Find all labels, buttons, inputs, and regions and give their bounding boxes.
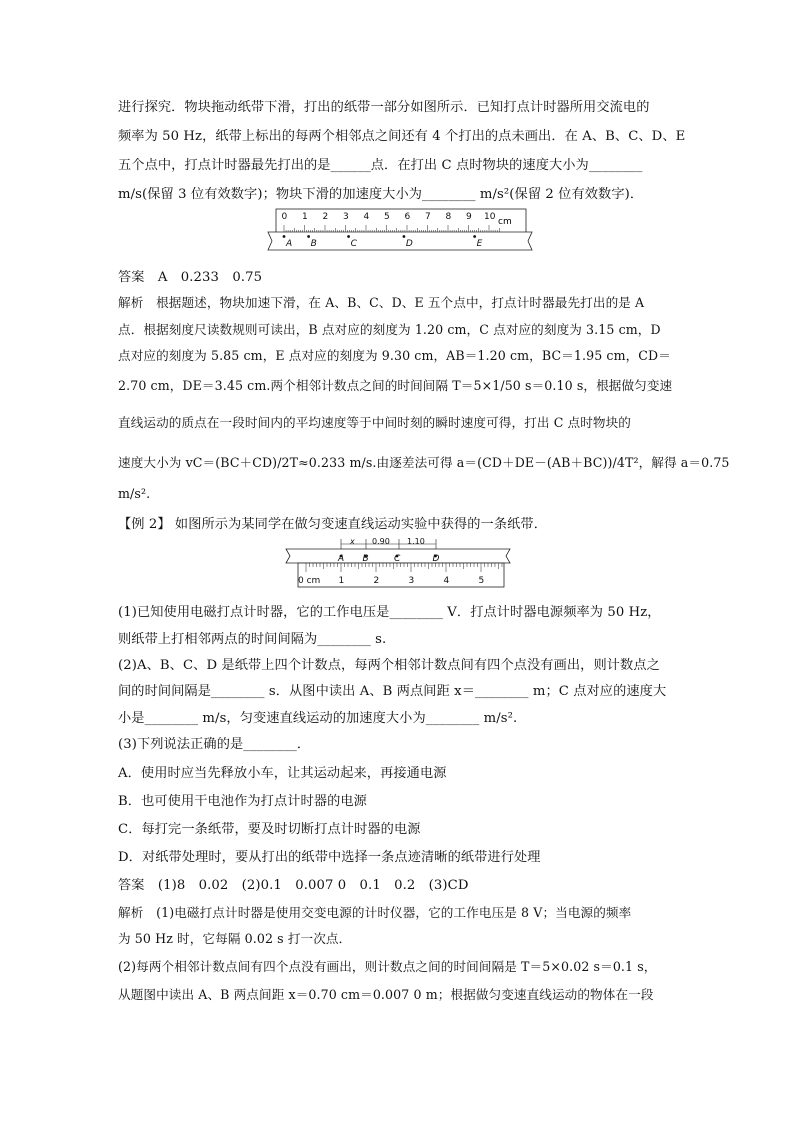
ruler-1-label: 10: [484, 212, 496, 222]
example-2-heading: 【例 2】 如图所示为某同学在做匀变速直线运动实验中获得的一条纸带．: [118, 517, 547, 532]
ruler-1-label: 6: [404, 212, 411, 222]
problem-line-4: m/s(保留 3 位有效数字)；物块下滑的加速度大小为________ m/s²(保留 2 位有效数字)．: [118, 187, 644, 202]
ruler-2-label: 1: [338, 576, 345, 586]
tape-figure-1: [262, 206, 537, 252]
dim-1-10-label: 1.10: [407, 537, 425, 546]
answer-1: 答案 A 0.233 0.75: [118, 270, 263, 285]
ruler-1-label: 1: [302, 212, 308, 222]
option-d: D．对纸带处理时，要从打出的纸带中选择一条点迹清晰的纸带进行处理: [118, 850, 541, 865]
ruler-2-label: 2: [373, 576, 380, 586]
tape-1-point-label: A: [286, 239, 293, 249]
answer-2: 答案 (1)8 0.02 (2)0.1 0.007 0 0.1 0.2 (3)CD: [118, 878, 469, 893]
option-b: B．也可使用干电池作为打点计时器的电源: [118, 794, 367, 809]
problem-line-1: 进行探究．物块拖动纸带下滑，打出的纸带一部分如图所示．已知打点计时器所用交流电的: [118, 100, 650, 115]
tape-1-dot: [307, 235, 310, 238]
tape-figure-2: [282, 535, 514, 591]
paper-tape-1: [268, 232, 532, 250]
problem-line-3: 五个点中，打点计时器最先打出的是______点．在打出 C 点时物块的速度大小为________: [118, 158, 643, 173]
ruler-1-unit: cm: [498, 217, 512, 227]
ruler-2-label: 3: [408, 576, 415, 586]
ruler-1-label: 7: [425, 212, 431, 222]
tape-1-point-label: E: [476, 239, 483, 249]
tape-1-point-label: B: [310, 239, 317, 249]
analysis-2-line-2: 为 50 Hz 时，它每隔 0.02 s 打一次点．: [118, 931, 352, 946]
ruler-1-label: 2: [322, 212, 329, 222]
ruler-2-label: 0 cm: [298, 576, 321, 586]
option-a: A．使用时应当先释放小车，让其运动起来，再接通电源: [118, 766, 447, 781]
analysis-2-line-1: 解析 (1)电磁打点计时器是使用交变电源的计时仪器，它的工作电压是 8 V；当电源的频率: [118, 905, 632, 920]
tape-2-point-label: B: [362, 554, 369, 564]
ruler-1-label: 5: [384, 212, 390, 222]
tape-2-point-label: A: [338, 554, 345, 564]
ruler-1-label: 3: [343, 212, 349, 222]
tape-1-dot: [473, 235, 476, 238]
analysis-1-line-3: 点对应的刻度为 5.85 cm，E 点对应的刻度为 9.30 cm，AB＝1.20 cm，BC＝1.95 cm，CD＝: [118, 348, 671, 363]
tape-1-dot: [347, 235, 350, 238]
analysis-2-line-3: (2)每两个相邻计数点间有四个点没有画出，则计数点之间的时间间隔是 T＝5×0.02 s＝0.1 s，: [118, 959, 657, 974]
tape-1-point-label: D: [405, 239, 413, 249]
analysis-1-line-4: 2.70 cm，DE＝3.45 cm.两个相邻计数点之间的时间间隔 T＝5×1/50 s＝0.10 s，根据做匀变速: [118, 378, 673, 393]
problem-line-2: 频率为 50 Hz，纸带上标出的每两个相邻点之间还有 4 个打出的点未画出．在 A、B、C、D、E: [118, 129, 686, 144]
option-c: C．每打完一条纸带，要及时切断打点计时器的电源: [118, 822, 421, 837]
ruler-1-label: 4: [363, 212, 370, 222]
ruler-2: [298, 563, 504, 587]
q3-stem: (3)下列说法正确的是________．: [118, 737, 311, 752]
analysis-1-line-2: 点．根据刻度尺读数规则可读出，B 点对应的刻度为 1.20 cm，C 点对应的刻度为 3.15 cm，D: [118, 322, 661, 337]
analysis-1-line-1: 解析 根据题述，物块加速下滑，在 A、B、C、D、E 五个点中，打点计时器最先打出的是 A: [118, 295, 645, 310]
q1-line-2: 则纸带上打相邻两点的时间间隔为________ s.: [118, 632, 387, 647]
analysis-2-line-4: 从题图中读出 A、B 两点间距 x＝0.70 cm＝0.007 0 m；根据做匀变速直线运动的物体在一段: [118, 987, 654, 1002]
analysis-1-line-7: m/s².: [118, 486, 151, 501]
ruler-2-label: 5: [478, 576, 485, 586]
q2-line-3: 小是________ m/s，匀变速直线运动的加速度大小为________ m/s².: [118, 711, 518, 726]
dim-0-90-label: 0.90: [372, 537, 390, 546]
analysis-1-line-6: 速度大小为 vC＝(BC＋CD)/2T≈0.233 m/s.由逐差法可得 a＝(CD＋DE－(AB＋BC))/4T²，解得 a＝0.75: [118, 455, 730, 470]
tape-1-dot: [403, 235, 406, 238]
ruler-1-label: 9: [466, 212, 472, 222]
analysis-1-line-5: 直线运动的质点在一段时间内的平均速度等于中间时刻的瞬时速度可得，打出 C 点时物块的: [118, 415, 631, 430]
tape-2-point-label: D: [432, 554, 440, 564]
q2-line-1: (2)A、B、C、D 是纸带上四个计数点，每两个相邻计数点间有四个点没有画出，则计数点之: [118, 658, 660, 673]
tape-1-point-label: C: [350, 239, 357, 249]
dim-x-label: x: [350, 537, 355, 546]
q2-line-2: 间的时间间隔是________ s．从图中读出 A、B 两点间距 x＝________ m；C 点对应的速度大: [118, 684, 667, 699]
ruler-1-label: 8: [445, 212, 452, 222]
tape-1-dot: [283, 235, 286, 238]
q1-line-1: (1)已知使用电磁打点计时器，它的工作电压是________ V．打点计时器电源频率为 50 Hz，: [118, 605, 661, 620]
tape-2-point-label: C: [394, 554, 401, 564]
ruler-2-label: 4: [443, 576, 450, 586]
ruler-1-label: 0: [281, 212, 288, 222]
